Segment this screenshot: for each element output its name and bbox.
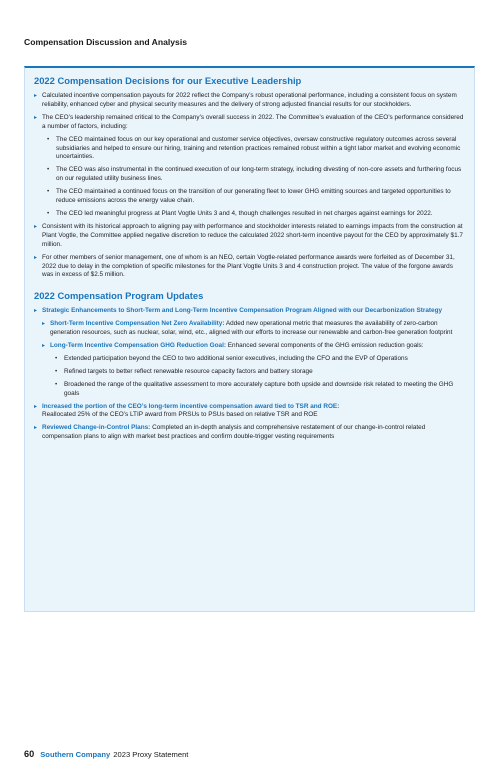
triangle-bullet-icon: ▸ <box>34 403 37 410</box>
dot-bullet-icon: • <box>47 209 50 217</box>
list-item <box>34 254 464 281</box>
dot-bullet-icon: • <box>55 367 58 375</box>
page-number: 60 <box>24 749 35 759</box>
decisions-list <box>34 92 464 280</box>
list-item <box>42 320 464 338</box>
list-item <box>34 424 464 442</box>
item-text: For other members of senior management, one of whom is an NEO, certain Vogtle-related performance awards were forfeited as of December 31, 2022 due to delay in the completion of specific milestones for the Plant Vogtle Units 3 and 4 construction project. The value of the forgone awards was in excess of $2.5 million. <box>42 253 455 279</box>
dot-bullet-icon: • <box>55 380 58 388</box>
triangle-bullet-icon: ▸ <box>42 343 45 350</box>
list-item <box>50 381 464 399</box>
list-item <box>34 114 464 219</box>
list-item <box>50 355 464 364</box>
list-item <box>34 403 464 421</box>
list-item <box>34 307 464 398</box>
list-item <box>42 188 464 206</box>
item-text: Calculated incentive compensation payouts for 2022 reflect the Company’s robust operational performance, including a consistent focus on system reliability, enhanced cyber and physical security measures and the delivery of strong adjusted financial results for our stockholders. <box>42 92 457 108</box>
item-text: Added new operational metric that measures the availability of zero-carbon generation resources, such as nuclear, solar, wind, etc., aligned with our efforts to increase our renewable and carbon-free generation footprint <box>50 320 453 337</box>
item-text: The CEO’s leadership remained critical to the Company’s overall success in 2022. The Committee’s evaluation of the CEO’s performance considered a number of factors, including: <box>42 113 464 130</box>
list-item <box>42 210 464 219</box>
dot-bullet-icon: • <box>47 166 50 174</box>
list-item <box>42 166 464 184</box>
triangle-bullet-icon: ▸ <box>34 308 37 315</box>
item-text: Completed an in-depth analysis and comprehensive restatement of our change-in-control related compensation plans to align with market best practices and confirm double-trigger vesting requirements <box>42 424 426 441</box>
item-text: Broadened the range of the qualitative assessment to more accurately capture both upside and downside risk related to meeting the GHG goals <box>64 380 454 397</box>
item-text: Refined targets to better reflect renewable resource capacity factors and battery storage <box>64 367 313 375</box>
triangle-bullet-icon: ▸ <box>34 114 37 121</box>
item-text: The CEO was also instrumental in the continued execution of our long-term strategy, including divesting of non-core assets and furthering focus on our regulated utility business lines. <box>56 166 462 183</box>
section-title-decisions: 2022 Compensation Decisions for our Executive Leadership <box>34 75 302 86</box>
item-heading: Increased the portion of the CEO’s long-term incentive compensation award tied to TSR and ROE: <box>42 402 340 410</box>
strategic-enhancements-list <box>42 320 464 398</box>
dot-bullet-icon: • <box>47 135 50 143</box>
page-header: Compensation Discussion and Analysis <box>24 37 187 47</box>
ceo-factors-list <box>42 136 464 219</box>
item-text: Enhanced several components of the GHG emission reduction goals: <box>226 342 424 350</box>
item-heading: Reviewed Change-in-Control Plans: <box>42 424 151 432</box>
item-heading: Strategic Enhancements to Short-Term and Long-Term Incentive Compensation Program Aligned with our Decarbonization Strategy <box>42 307 443 315</box>
triangle-bullet-icon: ▸ <box>34 223 37 230</box>
item-heading: Long-Term Incentive Compensation GHG Reduction Goal: <box>50 342 226 350</box>
item-heading: Short-Term Incentive Compensation Net Zero Availability: <box>50 320 225 328</box>
document-title: 2023 Proxy Statement <box>113 750 189 759</box>
compensation-panel <box>24 66 475 612</box>
item-text: Consistent with its historical approach to aligning pay with performance and stockholder interests related to earnings impacts from the construction at Plant Vogtle, the Committee applied negative discretion to reduce the calculated 2022 short-term incentive payout for the CEO by approximately $1.7 million. <box>42 222 463 248</box>
item-text: Extended participation beyond the CEO to two additional senior executives, including the CFO and the EVP of Operations <box>64 354 408 362</box>
list-item <box>50 368 464 377</box>
item-text: The CEO maintained focus on our key operational and customer service objectives, oversaw constructive regulatory outcomes across several subsidiaries and helped to ensure our hiring, training and retention practices remained robust within a tight labor market and evolving economic uncertainties. <box>56 135 461 161</box>
dot-bullet-icon: • <box>55 354 58 362</box>
item-text: The CEO maintained a continued focus on the transition of our generating fleet to lower GHG emitting sources and targeted opportunities to reduce emissions across the energy value chain. <box>56 188 451 205</box>
company-name: Southern Company <box>40 750 111 759</box>
list-item <box>34 223 464 250</box>
triangle-bullet-icon: ▸ <box>34 93 37 99</box>
section-title-updates: 2022 Compensation Program Updates <box>34 290 204 302</box>
triangle-bullet-icon: ▸ <box>34 425 37 432</box>
ghg-goals-list <box>50 355 464 399</box>
item-text: Reallocated 25% of the CEO’s LTIP award from PRSUs to PSUs based on relative TSR and ROE <box>42 411 318 419</box>
triangle-bullet-icon: ▸ <box>34 254 37 261</box>
item-text: The CEO led meaningful progress at Plant Vogtle Units 3 and 4, though challenges resulted in net charges against earnings for 2022. <box>56 209 433 217</box>
page-footer <box>24 749 188 759</box>
list-item <box>42 342 464 399</box>
triangle-bullet-icon: ▸ <box>42 321 45 328</box>
dot-bullet-icon: • <box>47 188 50 196</box>
list-item <box>34 92 464 110</box>
list-item <box>42 136 464 163</box>
updates-list <box>34 307 464 442</box>
